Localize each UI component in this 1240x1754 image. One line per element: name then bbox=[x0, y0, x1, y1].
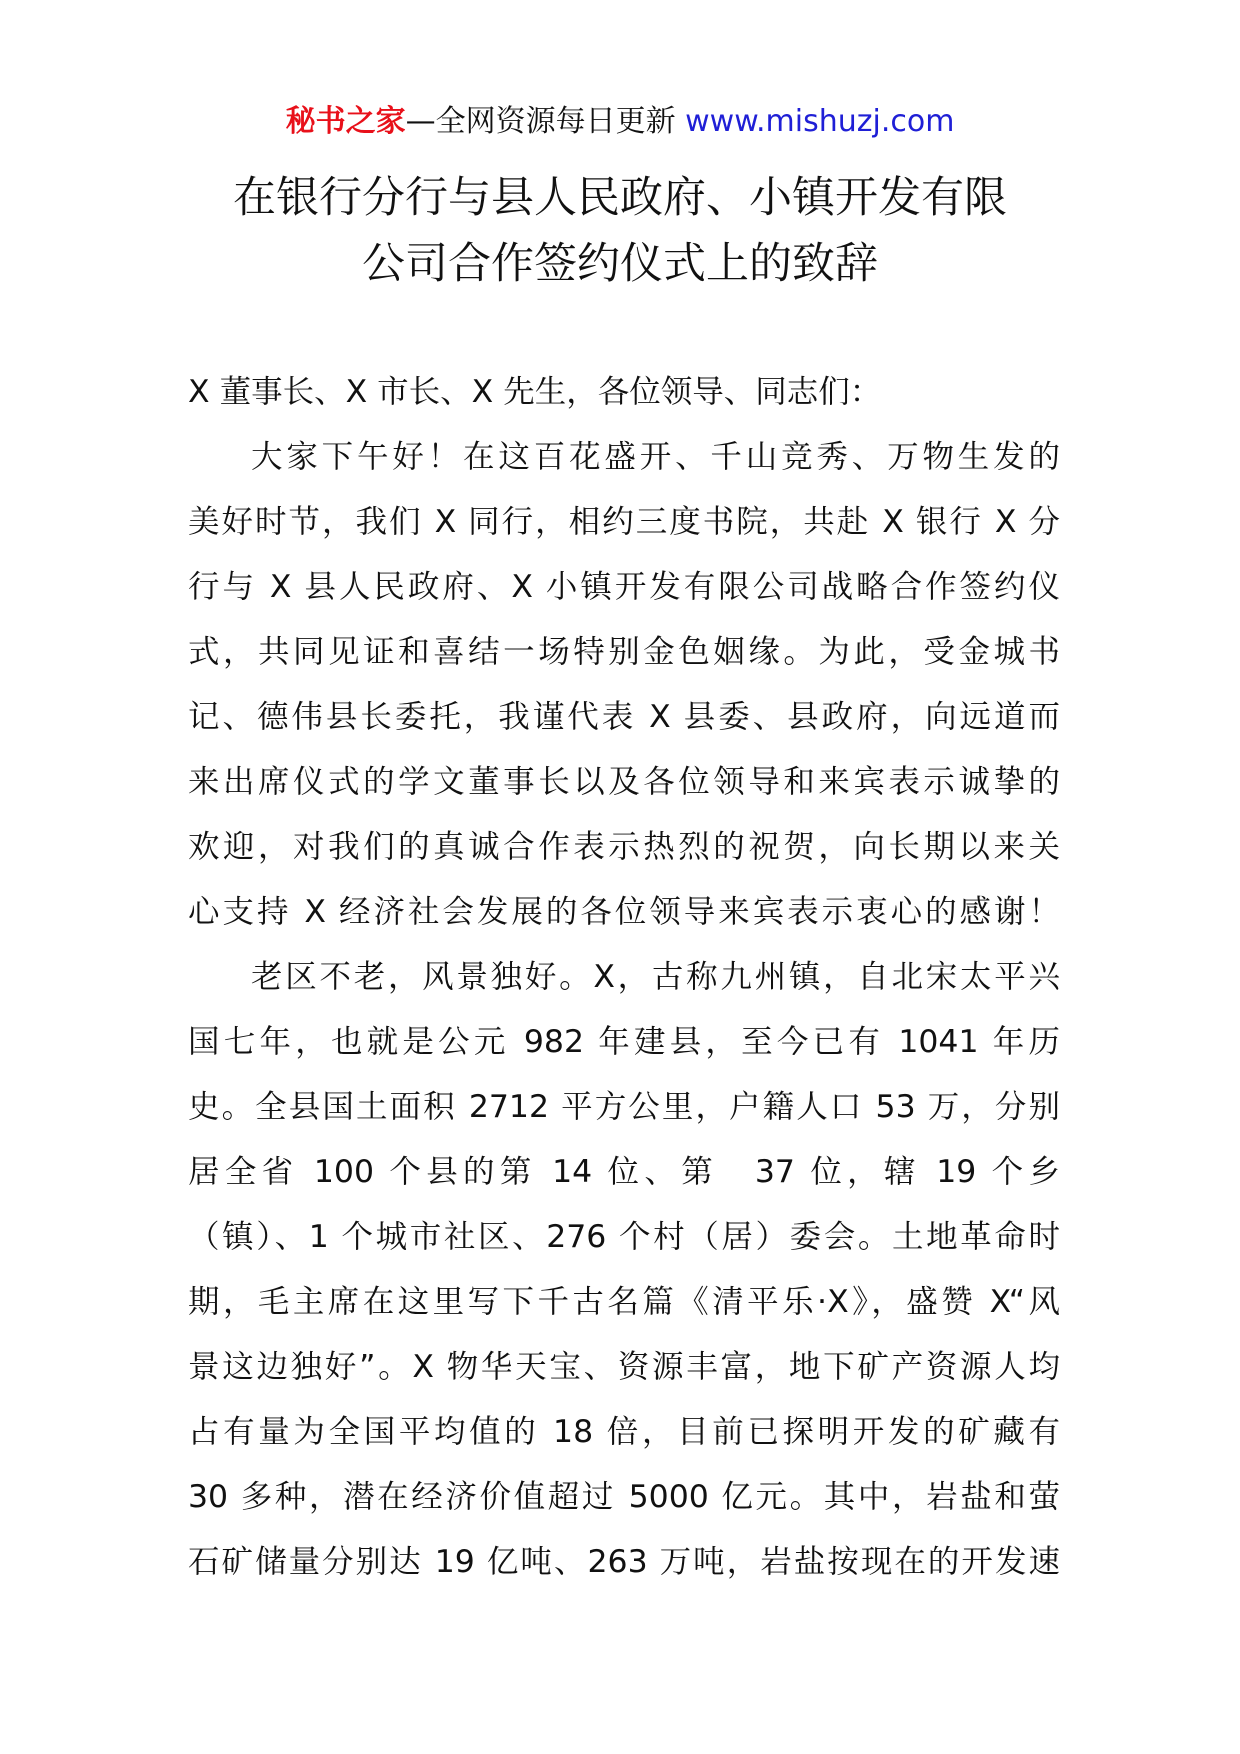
text-line: 30 多种，潜在经济价值超过 5000 亿元。其中，岩盐和萤 bbox=[188, 1479, 1060, 1515]
site-header bbox=[0, 100, 1240, 144]
text-line: 行与 X 县人民政府、X 小镇开发有限公司战略合作签约仪 bbox=[188, 569, 1060, 605]
text-line: 式，共同见证和喜结一场特别金色姻缘。为此，受金城书 bbox=[188, 634, 1060, 670]
brand-name: 秘书之家 bbox=[285, 104, 406, 139]
text-line: 居全省 100 个县的第 14 位、第 37 位，辖 19 个乡 bbox=[188, 1154, 1060, 1190]
paragraph-county-intro bbox=[188, 945, 1060, 1595]
text-line: 心支持 X 经济社会发展的各位领导来宾表示衷心的感谢！ bbox=[188, 894, 1060, 930]
document-title bbox=[150, 165, 1090, 297]
text-line: 老区不老，风景独好。X，古称九州镇，自北宋太平兴 bbox=[251, 959, 1060, 995]
text-line: （镇）、1 个城市社区、276 个村（居）委会。土地革命时 bbox=[188, 1219, 1060, 1255]
text-line: 美好时节，我们 X 同行，相约三度书院，共赴 X 银行 X 分 bbox=[188, 504, 1060, 540]
text-line: 国七年，也就是公元 982 年建县，至今已有 1041 年历 bbox=[188, 1024, 1060, 1060]
text-line: 史。全县国土面积 2712 平方公里，户籍人口 53 万，分别 bbox=[188, 1089, 1060, 1125]
paragraph-welcome bbox=[188, 425, 1060, 945]
text-line: 石矿储量分别达 19 亿吨、263 万吨，岩盐按现在的开发速 bbox=[188, 1544, 1060, 1580]
text-line: 欢迎，对我们的真诚合作表示热烈的祝贺，向长期以来关 bbox=[188, 829, 1060, 865]
text-line: 大家下午好！在这百花盛开、千山竞秀、万物生发的 bbox=[251, 439, 1060, 475]
site-url-link[interactable]: www.mishuzj.com bbox=[685, 104, 955, 139]
document-body bbox=[188, 360, 1060, 1595]
text-line: 来出席仪式的学文董事长以及各位领导和来宾表示诚挚的 bbox=[188, 764, 1060, 800]
text-line: 期，毛主席在这里写下千古名篇《清平乐·X》，盛赞 X“风 bbox=[188, 1284, 1060, 1320]
title-line: 公司合作签约仪式上的致辞 bbox=[362, 239, 878, 289]
text-line: 记、德伟县长委托，我谨代表 X 县委、县政府，向远道而 bbox=[188, 699, 1060, 735]
text-line: 景这边独好”。X 物华天宝、资源丰富，地下矿产资源人均 bbox=[188, 1349, 1060, 1385]
text-line: 占有量为全国平均值的 18 倍，目前已探明开发的矿藏有 bbox=[188, 1414, 1060, 1450]
header-tagline: —全网资源每日更新 bbox=[405, 104, 676, 139]
salutation: X 董事长、X 市长、X 先生，各位领导、同志们： bbox=[188, 374, 882, 410]
title-line: 在银行分行与县人民政府、小镇开发有限 bbox=[233, 173, 1007, 223]
